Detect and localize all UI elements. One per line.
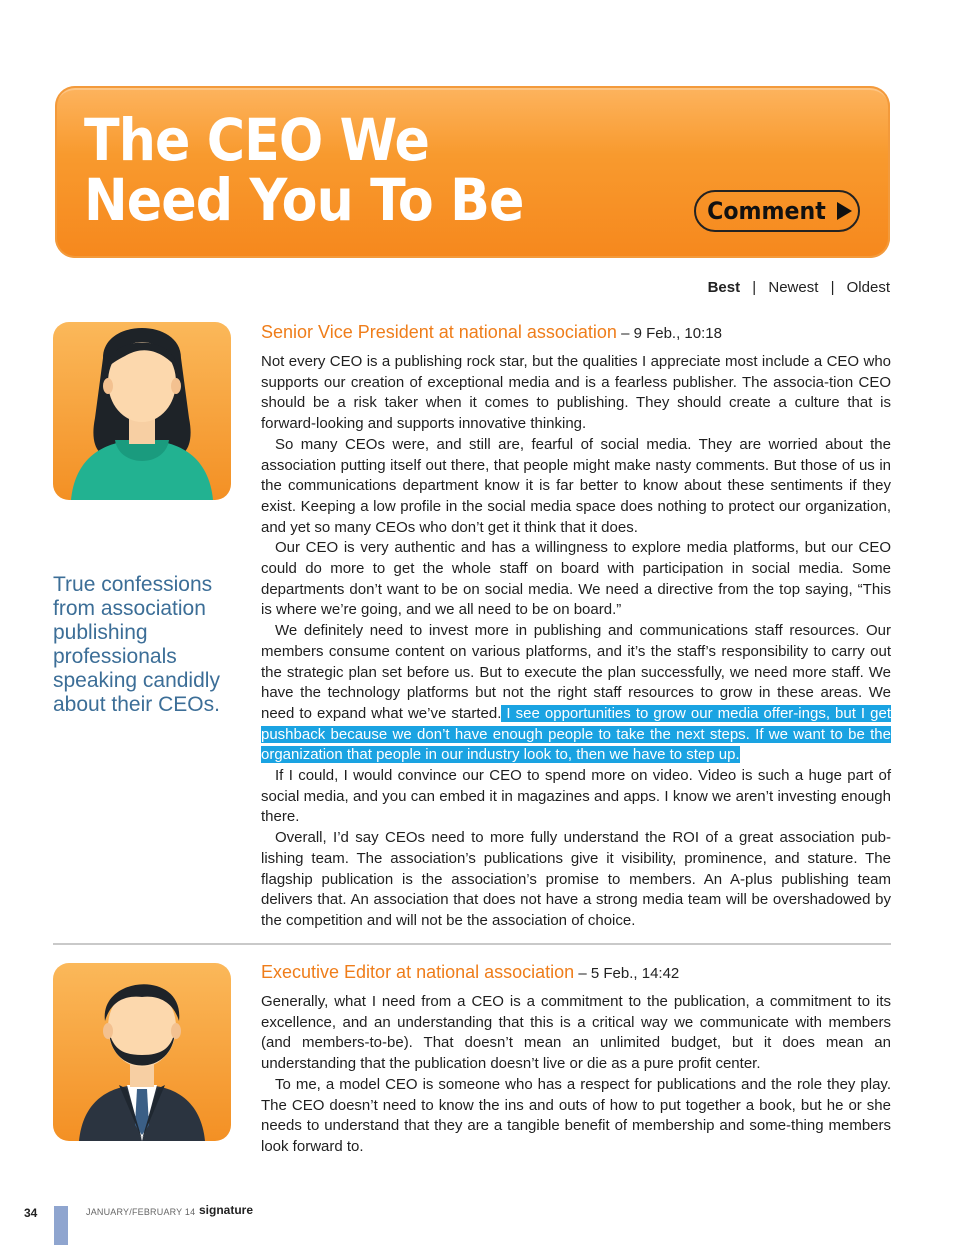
page-title-line-1: The CEO We (84, 106, 429, 174)
man-avatar-icon (53, 939, 231, 1141)
sidebar-pull-quote: True confessions from association publishing professionals speaking candidly about their CEOs. (53, 573, 220, 716)
post-author[interactable]: Senior Vice President at national association (261, 322, 617, 342)
page-title-line-2: Need You To Be (84, 166, 524, 234)
post-paragraph: If I could, I would convince our CEO to spend more on video. Video is such a huge part of social media, and you can embed it in magazines and apps. I know we aren’t investing enough there. (261, 767, 891, 826)
post-header (261, 962, 891, 984)
post-paragraph: Not every CEO is a publishing rock star, but the qualities I appreciate most include a CEO who supports our creation of exceptional media and is a fearless publisher. The associa-tion CEO should be a risk taker when it comes to publishing. They should create a culture that is forward-looking and supports innovative thinking. (261, 353, 891, 433)
page-title (84, 106, 524, 234)
comment-post (261, 322, 891, 932)
play-arrow-icon (837, 202, 852, 220)
post-paragraph: Overall, I’d say CEOs need to more fully understand the ROI of a great association pub-lishing team. The association’s publications give it visibility, prominence, and stature. The flagship publication is the association’s promise to members. An A-plus publishing team delivers that. An association that does not have a strong media team will be overshadowed by the competition and will not be the association of choice. (261, 829, 891, 929)
comment-button-label: Comment (707, 197, 826, 225)
issue-date: JANUARY/FEBRUARY 14 (86, 1207, 196, 1217)
post-body (261, 992, 891, 1158)
sort-options (706, 279, 892, 296)
comment-button[interactable] (694, 190, 860, 232)
highlighted-text-selection[interactable]: I see opportunities to grow our media offer-ings, but I get pushback because we don’t have enough people to take the next steps. If we want to be the organization that people in our industry look to, then we have to step up. (261, 704, 891, 764)
post-paragraph: So many CEOs were, and still are, fearful of social media. They are worried about the association putting itself out there, that people might make nasty comments. But those of us in the communications department know it is far better to know about these sentiments if they exist. Keeping a low profile in the social media space does nothing to protect our organization, and yet so many CEOs who don’t get it think that it does. (261, 435, 891, 536)
avatar-card-woman (53, 322, 231, 500)
publication-name: signature (199, 1203, 254, 1217)
comment-post (261, 962, 891, 1158)
avatar-card-man (53, 963, 231, 1141)
page-number: 34 (24, 1206, 38, 1220)
post-paragraph: Our CEO is very authentic and has a willingness to explore media platforms, but our CEO could do more to get the whole staff on board with participation in social media. Some departments don’t want to be on social media. We need a directive from the top saying, “This is where we’re going, and we all need to be on board.” (261, 539, 891, 619)
post-meta: – 5 Feb., 14:42 (578, 965, 680, 982)
woman-avatar-icon (53, 298, 231, 500)
post-paragraph-text: We definitely need to invest more in publishing and communications staff resources. Our members consume content on various platforms, and it’s the staff’s responsibility to carry out the strategic plan set before us. But to execute the plan successfully, we need more staff. We have the technology platforms but not the right staff resources to grow in these areas. We need to expand what we’ve started. (261, 622, 891, 722)
sort-separator: | (752, 279, 757, 296)
sort-best-link[interactable]: Best (707, 279, 741, 296)
post-paragraph (261, 621, 891, 766)
post-paragraph: To me, a model CEO is someone who has a respect for publications and the role they play. The CEO doesn’t need to know the ins and outs of how to put together a book, but he or she needs to understand that they are a tangible benefit of membership and some-thing members look forward to. (261, 1075, 891, 1155)
footer-accent-bar (54, 1206, 68, 1245)
post-meta: – 9 Feb., 10:18 (621, 325, 722, 342)
sort-separator: | (830, 279, 835, 296)
post-author[interactable]: Executive Editor at national association (261, 962, 575, 982)
sort-newest-link[interactable]: Newest (768, 279, 819, 296)
post-header (261, 322, 891, 344)
post-body (261, 352, 891, 932)
sort-oldest-link[interactable]: Oldest (846, 279, 890, 296)
post-paragraph: Generally, what I need from a CEO is a commitment to the publication, a commitment to its excellence, and an understanding that this is a critical way we communicate with members (and members-to-be). That doesn’t mean an unlimited budget, but it does mean an understanding that the publication doesn’t live or die as a pure profit center. (261, 993, 891, 1073)
